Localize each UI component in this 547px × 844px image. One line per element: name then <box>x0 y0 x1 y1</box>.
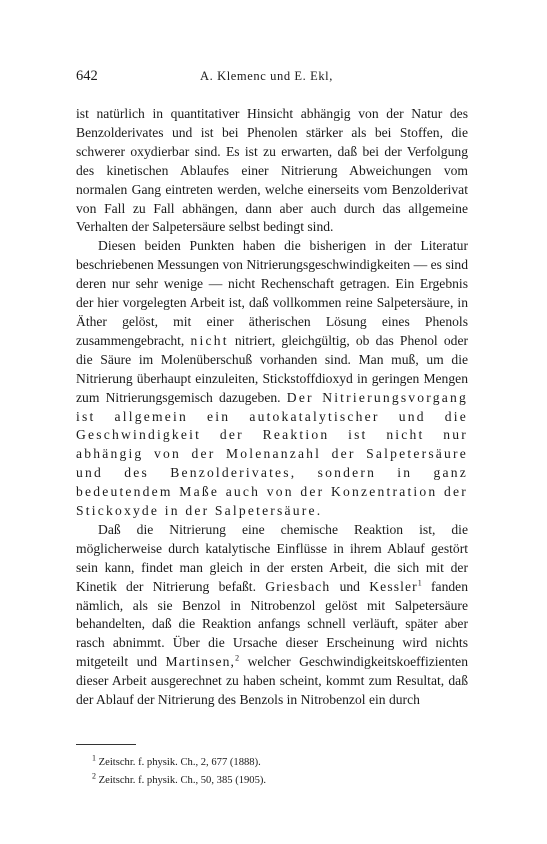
text-run: Daß die Nitrierung eine chemische Reaktion ist, die möglicherweise durch katalytische Einflüsse in ihrem Ablauf gestört sein kann, findet man gleich in der ersten Arbeit, die sich mit der Kinetik der Nitrierung befaßt. <box>76 521 468 594</box>
text-run: fanden nämlich, als sie Benzol in Nitrobenzol gelöst mit Salpetersäure behandelten, daß die Reaktion anfangs schnell verläuft, später aber rasch abnimmt. Über die Ursache dieser Erscheinung wird nichts mitgeteilt und <box>76 578 469 670</box>
text-run: und <box>330 578 370 594</box>
footnote-rule <box>76 744 136 745</box>
emphasized-text: Martinsen, <box>165 654 236 670</box>
text-run: nitriert, gleichgültig, ob das Phenol oder die Säure im Molenüberschuß vorhanden sind. Man muß, um die Nitrierung überhaupt einzuleiten, Stickstoffdioxyd in geringen Mengen zum Nitrierungsgemisch dazugeben. <box>76 332 468 405</box>
footnote-reference: 1 <box>417 578 422 588</box>
emphasized-text: nicht <box>190 332 229 348</box>
footnote-text: Zeitschr. f. physik. Ch., 50, 385 (1905). <box>98 774 267 786</box>
footnote-mark: 2 <box>92 770 96 780</box>
footnote-text: Zeitschr. f. physik. Ch., 2, 677 (1888). <box>98 757 261 768</box>
text-run: welcher Geschwindigkeitskoeffizienten dieser Arbeit ausgerechnet zu haben scheint, kommt zum Resultat, daß der Ablauf der Nitrierung des Benzols in Nitrobenzol ein durch <box>76 654 468 708</box>
emphasized-text: Der Nitrierungsvorgang ist allgemein ein autokatalytischer und die Geschwindigkeit der Reaktion ist nicht nur abhängig von der Molenanzahl der Salpetersäure und des Benzolderivates, sondern in ganz bedeutendem Maße auch von der Konzentration der Stickoxyde in der Salpetersäure. <box>76 389 469 519</box>
paragraph <box>76 105 468 237</box>
page-header <box>76 68 468 88</box>
running-head: A. Klemenc und E. Ekl, <box>200 69 333 83</box>
footnote <box>92 772 472 790</box>
footnote-reference: 2 <box>235 653 240 663</box>
text-run: Diesen beiden Punkten haben die bisherigen in der Literatur beschriebenen Messungen von Nitrierungsgeschwindigkeiten — es sind deren nur sehr wenige — nicht Rechenschaft getragen. Ein Ergebnis der hier vorgelegten Arbeit ist, daß vollkommen reine Salpetersäure, in Äther gelöst, mit einer ätherischen Lösung eines Phenols zusammengebracht, <box>76 238 468 348</box>
text-run: ist natürlich in quantitativer Hinsicht abhängig von der Natur des Benzolderivates und ist bei Phenolen stärker als bei Stoffen, die schwerer oxydierbar sind. Es ist zu erwarten, daß bei der Verfolgung des kinetischen Ablaufes einer Nitrierung Abweichungen vom normalen Gang eintreten werden, welche einerseits vom Benzolderivat von Fall zu Fall abhängen, dann aber auch durch das allgemeine Verhalten der Salpetersäure selbst bedingt sind. <box>76 106 468 235</box>
paragraph <box>76 521 468 710</box>
paragraph <box>76 237 468 521</box>
footnote-mark: 1 <box>92 753 96 763</box>
page-number: 642 <box>76 68 98 84</box>
emphasized-text: Kessler <box>369 578 418 594</box>
emphasized-text: Griesbach <box>265 578 331 594</box>
footnotes <box>92 754 472 789</box>
body-text <box>76 105 468 710</box>
footnote <box>92 754 472 772</box>
